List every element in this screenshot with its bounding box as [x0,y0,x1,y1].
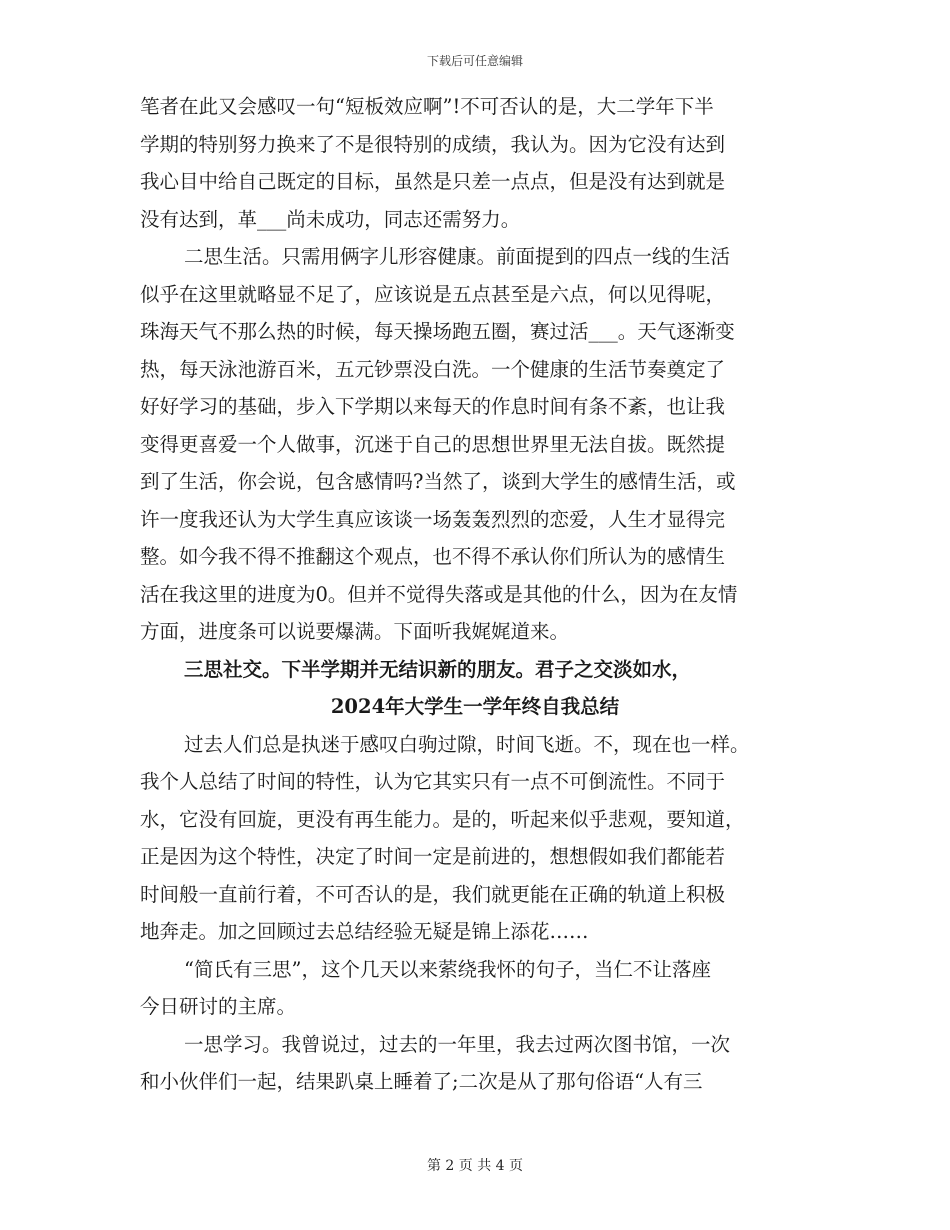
text-line: 笔者在此又会感叹一句“短板效应啊”!不可否认的是，大二学年下半 [140,95,714,118]
text-line: 今日研讨的主席。 [140,995,297,1018]
text-line: 没有达到，革___尚未成功，同志还需努力。 [140,207,521,231]
text-line: 热，每天泳池游百米，五元钞票没白洗。一个健康的生活节奏奠定了 [140,357,726,381]
text-line: 正是因为这个特性，决定了时间一定是前进的，想想假如我们都能若 [140,845,726,868]
text-line: 和小伙伴们一起，结果趴桌上睡着了;二次是从了那句俗语“人有三 [140,1070,703,1093]
text-line: 好好学习的基础，步入下学期以来每天的作息时间有条不紊，也让我 [140,395,726,418]
document-body [140,88,810,1101]
text-line: 方面，进度条可以说要爆满。下面听我娓娓道来。 [140,620,570,643]
paragraph-first-line: 二思生活。只需用俩字儿形容健康。前面提到的四点一线的生活 [184,245,731,268]
page-header-note: 下载后可任意编辑 [426,54,523,68]
paragraph-first-line: 过去人们总是执迷于感叹白驹过隙，时间飞逝。不，现在也一样。 [184,732,750,756]
page-number: 第 2 页 共 4 页 [426,1158,524,1174]
text-line: 许一度我还认为大学生真应该谈一场轰轰烈烈的恋爱，人生才显得完 [140,507,726,531]
text-line: 地奔走。加之回顾过去总结经验无疑是锦上添花…… [140,920,589,943]
paragraph-first-line: 一思学习。我曾说过，过去的一年里，我去过两次图书馆，一次 [184,1032,731,1056]
document-title: 2024年大学生一学年终自我总结 [330,695,620,718]
text-line: 我个人总结了时间的特性，认为它其实只有一点不可倒流性。不同于 [140,770,726,793]
section-heading-social: 三思社交。下半学期并无结识新的朋友。君子之交淡如水， [184,657,692,681]
text-line: 水，它没有回旋，更没有再生能力。是的，听起来似乎悲观，要知道， [140,807,745,831]
text-line: 整。如今我不得不推翻这个观点，也不得不承认你们所认为的感情生 [140,545,726,568]
paragraph-first-line: “简氏有三思”，这个几天以来萦绕我怀的句子，当仁不让落座 [184,957,711,981]
text-line: 时间般一直前行着，不可否认的是，我们就更能在正确的轨道上积极 [140,882,726,906]
text-line: 我心目中给自己既定的目标，虽然是只差一点点，但是没有达到就是 [140,170,726,193]
text-line: 似乎在这里就略显不足了，应该说是五点甚至是六点，何以见得呢， [140,282,726,306]
text-line: 活在我这里的进度为0。但并不觉得失落或是其他的什么，因为在友情 [140,582,738,606]
text-line: 珠海天气不那么热的时候，每天操场跑五圈，赛过活___。天气逐渐变 [140,320,735,343]
text-line: 变得更喜爱一个人做事，沉迷于自己的思想世界里无法自拔。既然提 [140,432,726,456]
text-line: 学期的特别努力换来了不是很特别的成绩，我认为。因为它没有达到 [140,132,726,156]
text-line: 到了生活，你会说，包含感情吗?当然了，谈到大学生的感情生活，或 [140,470,736,493]
